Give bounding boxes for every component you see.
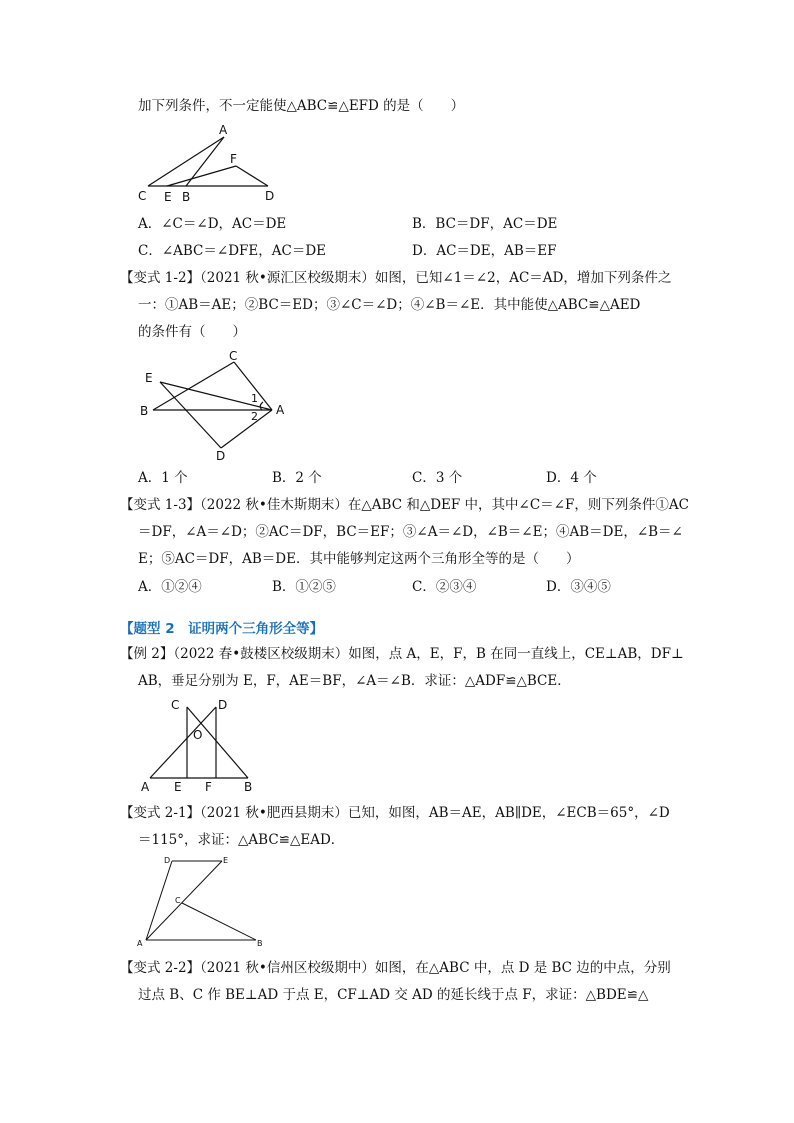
fig1-label-e: E	[164, 190, 172, 204]
fig2-label-a: A	[276, 403, 285, 417]
option-d: D．AC＝DE，AB＝EF	[412, 243, 557, 259]
option-a: A．1 个	[138, 470, 188, 486]
question-text: 【例 2】（2022 春•鼓楼区校级期末）如图，点 A，E，F，B 在同一直线上，CE⊥AB，DF⊥	[120, 646, 684, 662]
fig3-label-b: B	[244, 780, 253, 794]
question-text: 的条件有（ ）	[138, 324, 246, 340]
fig4-label-b: B	[257, 939, 263, 948]
question-text: 【变式 1-3】（2022 秋•佳木斯期末）在△ABC 和△DEF 中，其中∠C＝∠F，则下列条件①AC	[120, 497, 689, 513]
fig3-label-f: F	[205, 780, 212, 794]
option-d: D．4 个	[546, 470, 597, 486]
fig3-label-d: D	[218, 698, 228, 712]
option-c: C．∠ABC＝∠DFE，AC＝DE	[138, 243, 327, 259]
fig4-label-a: A	[137, 939, 143, 948]
fig1-label-c: C	[138, 189, 147, 203]
option-a: A．∠C＝∠D，AC＝DE	[138, 216, 287, 232]
fig3-label-o: O	[193, 728, 203, 742]
fig2-label-angle1: 1	[251, 392, 258, 405]
question-text: E；⑤AC＝DF，AB＝DE．其中能够判定这两个三角形全等的是（ ）	[138, 551, 580, 567]
fig1-label-b: B	[182, 190, 191, 204]
option-b: B．2 个	[272, 470, 322, 486]
question-text: ＝115°，求证：△ABC≌△EAD．	[138, 832, 345, 848]
fig2-label-b: B	[140, 404, 149, 418]
section-heading: 【题型 2 证明两个三角形全等】	[120, 621, 324, 637]
fig4-label-d: D	[164, 856, 171, 865]
option-c: C．②③④	[412, 579, 477, 595]
option-b: B．①②⑤	[272, 579, 336, 595]
fig2-label-d: D	[216, 449, 226, 463]
option-b: B．BC＝DF，AC＝DE	[412, 216, 558, 232]
fig3-label-e: E	[174, 780, 182, 794]
fig2-label-e: E	[145, 371, 153, 385]
fig3-label-a: A	[141, 780, 150, 794]
question-text: 一：①AB＝AE；②BC＝ED；③∠C＝∠D；④∠B＝∠E．其中能使△ABC≌△AED	[138, 297, 641, 313]
option-a: A．①②④	[138, 579, 202, 595]
question-text: 【变式 2-1】（2021 秋•肥西县期末）已知，如图，AB＝AE，AB∥DE，∠ECB＝65°，∠D	[120, 805, 670, 821]
option-c: C．3 个	[412, 470, 463, 486]
fig2-label-c: C	[229, 349, 238, 363]
option-d: D．③④⑤	[546, 579, 611, 595]
fig1-label-d: D	[265, 189, 275, 203]
fig2-label-angle2: 2	[251, 410, 258, 423]
question-text: 【变式 2-2】（2021 秋•信州区校级期中）如图，在△ABC 中，点 D 是 BC 边的中点，分别	[120, 960, 671, 976]
fig3-label-c: C	[171, 698, 180, 712]
question-stem: 加下列条件，不一定能使△ABC≌△EFD 的是（ ）	[138, 98, 465, 114]
fig4-label-e: E	[223, 856, 229, 865]
fig4-label-c: C	[175, 896, 181, 905]
question-text: ＝DF，∠A＝∠D；②AC＝DF，BC＝EF；③∠A＝∠D，∠B＝∠E；④AB＝DE，∠B＝∠	[138, 524, 683, 540]
question-text: 过点 B、C 作 BE⊥AD 于点 E，CF⊥AD 交 AD 的延长线于点 F，求证：△BDE≌△	[138, 987, 649, 1003]
question-text: AB，垂足分别为 E，F，AE＝BF，∠A＝∠B．求证：△ADF≌△BCE．	[138, 673, 571, 689]
fig1-label-f: F	[230, 152, 237, 166]
question-text: 【变式 1-2】（2021 秋•源汇区校级期末）如图，已知∠1＝∠2，AC＝AD，增加下列条件之	[120, 270, 672, 286]
fig1-label-a: A	[219, 123, 228, 137]
